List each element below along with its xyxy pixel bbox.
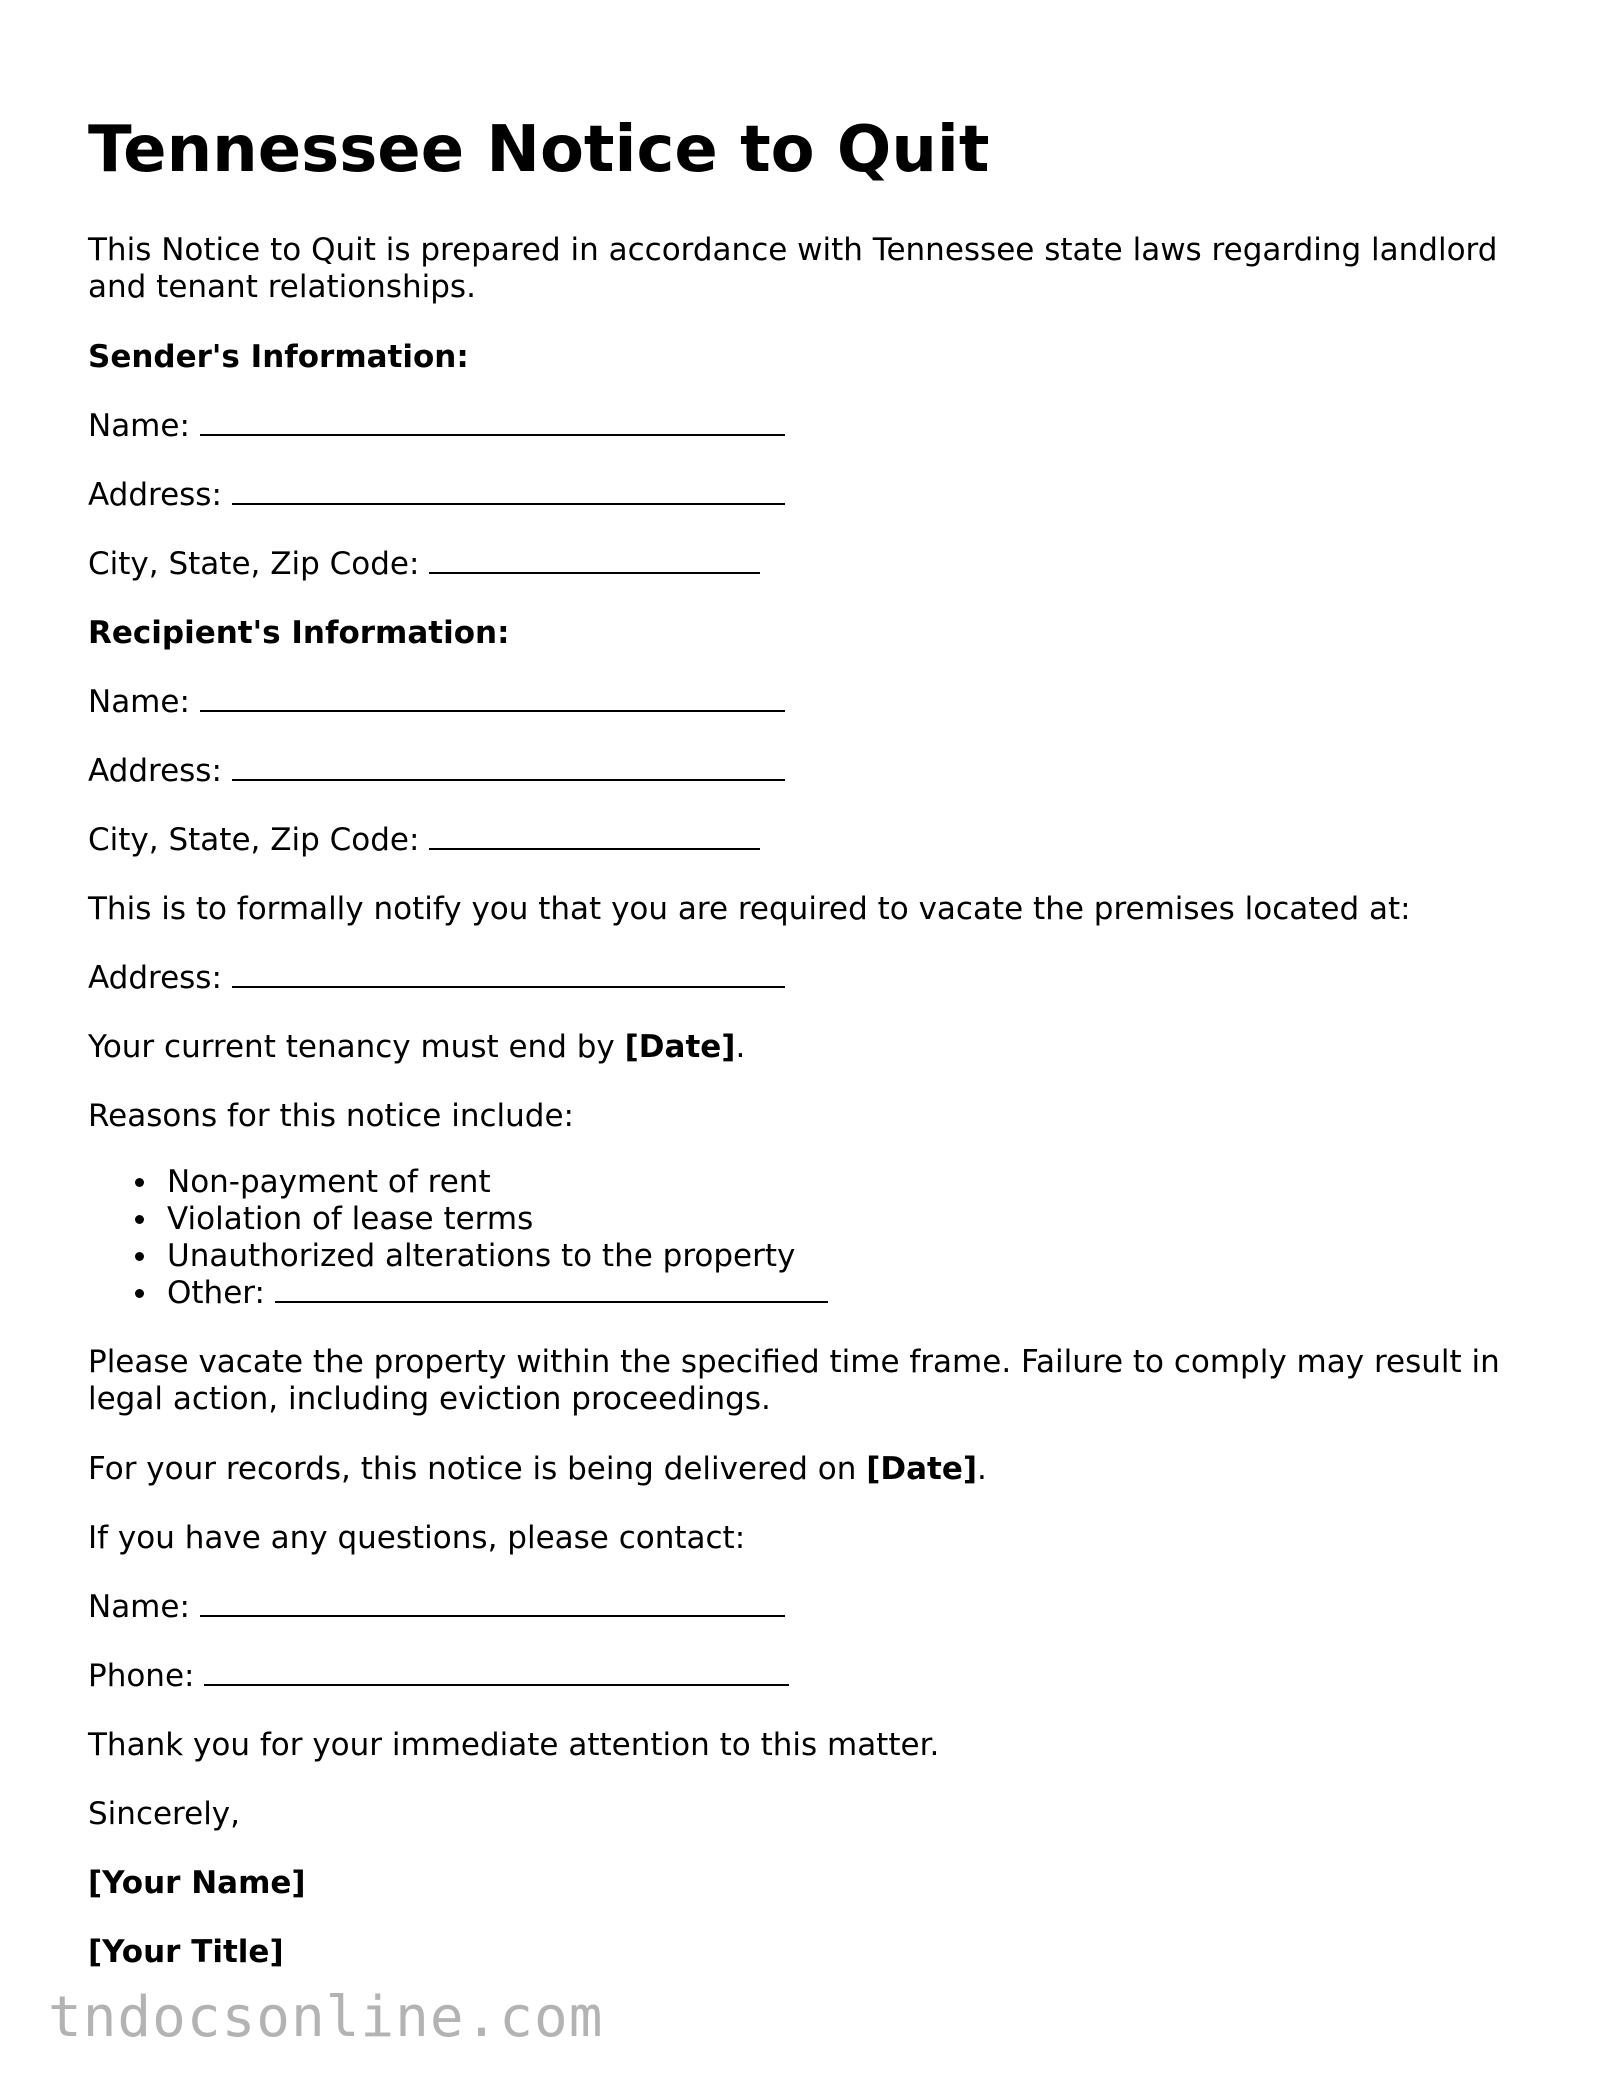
document-title: Tennessee Notice to Quit	[88, 113, 990, 187]
recipient-address-label: Address:	[88, 753, 222, 789]
bullet-icon	[135, 1215, 144, 1224]
reason-text: Unauthorized alterations to the property	[167, 1238, 796, 1274]
recipient-name-blank[interactable]	[200, 684, 785, 712]
delivery-prefix: For your records, this notice is being delivered on	[88, 1451, 867, 1487]
reason-text: Other:	[167, 1275, 265, 1311]
recipient-city-line	[88, 822, 760, 859]
reason-other-blank[interactable]	[275, 1275, 828, 1303]
sender-address-blank[interactable]	[232, 477, 785, 505]
recipient-address-blank[interactable]	[232, 753, 785, 781]
reason-item	[88, 1201, 828, 1238]
contact-phone-blank[interactable]	[204, 1658, 789, 1686]
tenancy-end-prefix: Your current tenancy must end by	[88, 1029, 625, 1065]
site-watermark: tndocsonline.com	[48, 1985, 604, 2050]
contact-name-line	[88, 1589, 785, 1626]
tenancy-end-paragraph	[88, 1029, 745, 1066]
notify-paragraph: This is to formally notify you that you are required to vacate the premises located at:	[88, 891, 1411, 927]
bullet-icon	[135, 1178, 144, 1187]
bullet-icon	[135, 1252, 144, 1261]
recipient-name-label: Name:	[88, 684, 190, 720]
vacate-paragraph: Please vacate the property within the specified time frame. Failure to comply may result in legal action, including eviction proceedings.	[88, 1344, 1500, 1417]
sender-address-line	[88, 477, 785, 514]
signer-title: [Your Title]	[88, 1934, 284, 1970]
reason-item	[88, 1164, 828, 1201]
thanks-paragraph: Thank you for your immediate attention to this matter.	[88, 1727, 940, 1763]
premises-address-label: Address:	[88, 960, 222, 996]
recipient-address-line	[88, 753, 785, 790]
recipient-city-blank[interactable]	[429, 822, 760, 850]
reason-item	[88, 1238, 828, 1275]
contact-name-blank[interactable]	[200, 1589, 785, 1617]
sender-city-line	[88, 546, 760, 583]
contact-phone-line	[88, 1658, 789, 1695]
intro-paragraph: This Notice to Quit is prepared in accordance with Tennessee state laws regarding landlord and tenant relationships.	[88, 232, 1498, 305]
reason-item	[88, 1275, 828, 1312]
closing-text: Sincerely,	[88, 1796, 241, 1832]
sender-address-label: Address:	[88, 477, 222, 513]
reason-text: Non-payment of rent	[167, 1164, 491, 1200]
tenancy-end-date: [Date]	[624, 1029, 736, 1065]
sender-name-blank[interactable]	[200, 408, 785, 436]
signer-name: [Your Name]	[88, 1865, 306, 1901]
bullet-icon	[135, 1289, 144, 1298]
contact-intro: If you have any questions, please contact:	[88, 1520, 746, 1556]
contact-phone-label: Phone:	[88, 1658, 195, 1694]
contact-name-label: Name:	[88, 1589, 190, 1625]
premises-address-line	[88, 960, 785, 997]
tenancy-end-suffix: .	[735, 1029, 746, 1065]
recipient-heading: Recipient's Information:	[88, 615, 510, 651]
delivery-paragraph	[88, 1451, 987, 1488]
sender-name-line	[88, 408, 785, 445]
recipient-name-line	[88, 684, 785, 721]
sender-city-blank[interactable]	[429, 546, 760, 574]
reason-text: Violation of lease terms	[167, 1201, 534, 1237]
delivery-date: [Date]	[866, 1451, 978, 1487]
recipient-city-label: City, State, Zip Code:	[88, 822, 420, 858]
sender-name-label: Name:	[88, 408, 190, 444]
delivery-suffix: .	[977, 1451, 987, 1487]
sender-heading: Sender's Information:	[88, 339, 469, 375]
reasons-list	[88, 1164, 828, 1312]
reasons-intro: Reasons for this notice include:	[88, 1098, 574, 1134]
sender-city-label: City, State, Zip Code:	[88, 546, 420, 582]
premises-address-blank[interactable]	[232, 960, 785, 988]
